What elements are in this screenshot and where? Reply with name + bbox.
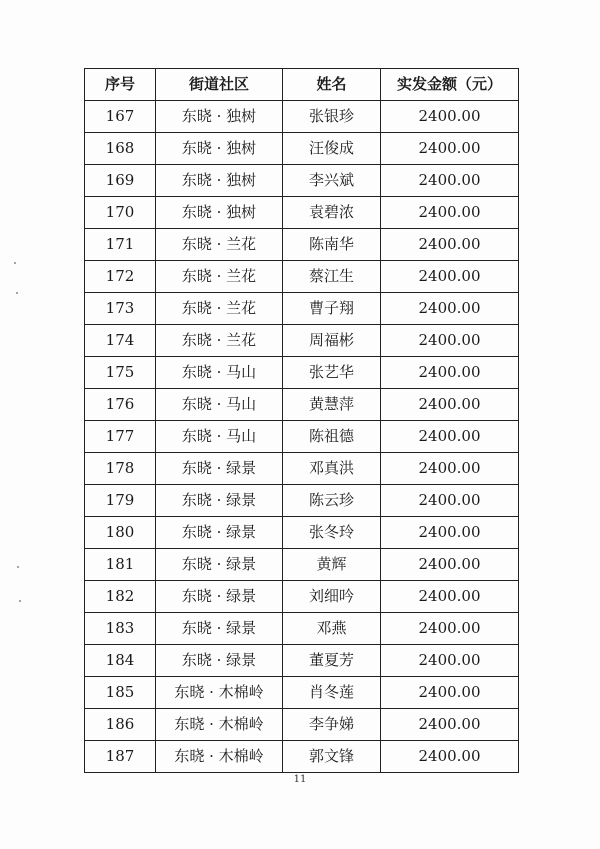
cell-community: 东晓 · 木棉岭 [156, 741, 283, 773]
cell-amount: 2400.00 [381, 133, 519, 165]
cell-name: 周福彬 [283, 325, 381, 357]
table-row [85, 197, 519, 229]
cell-amount: 2400.00 [381, 293, 519, 325]
allowance-table [84, 68, 519, 773]
cell-community: 东晓 · 绿景 [156, 485, 283, 517]
table-row [85, 389, 519, 421]
scan-speck [16, 292, 18, 294]
table-row [85, 517, 519, 549]
cell-seq: 179 [85, 485, 156, 517]
table-body [85, 101, 519, 773]
cell-seq: 170 [85, 197, 156, 229]
cell-seq: 176 [85, 389, 156, 421]
table-row [85, 645, 519, 677]
cell-name: 袁碧浓 [283, 197, 381, 229]
cell-amount: 2400.00 [381, 229, 519, 261]
header-seq: 序号 [85, 69, 156, 101]
cell-community: 东晓 · 绿景 [156, 517, 283, 549]
cell-amount: 2400.00 [381, 389, 519, 421]
cell-amount: 2400.00 [381, 325, 519, 357]
cell-seq: 172 [85, 261, 156, 293]
cell-name: 曹子翔 [283, 293, 381, 325]
cell-seq: 175 [85, 357, 156, 389]
cell-community: 东晓 · 木棉岭 [156, 709, 283, 741]
cell-seq: 167 [85, 101, 156, 133]
scan-speck [17, 566, 19, 568]
cell-amount: 2400.00 [381, 677, 519, 709]
cell-amount: 2400.00 [381, 421, 519, 453]
cell-name: 李争娣 [283, 709, 381, 741]
cell-community: 东晓 · 马山 [156, 389, 283, 421]
table-row [85, 485, 519, 517]
cell-seq: 181 [85, 549, 156, 581]
cell-name: 张银珍 [283, 101, 381, 133]
cell-name: 黄慧萍 [283, 389, 381, 421]
cell-community: 东晓 · 马山 [156, 357, 283, 389]
cell-amount: 2400.00 [381, 197, 519, 229]
cell-community: 东晓 · 兰花 [156, 261, 283, 293]
cell-amount: 2400.00 [381, 453, 519, 485]
table-row [85, 133, 519, 165]
cell-name: 黄辉 [283, 549, 381, 581]
cell-community: 东晓 · 独树 [156, 101, 283, 133]
table-row [85, 293, 519, 325]
table-row [85, 453, 519, 485]
header-name: 姓名 [283, 69, 381, 101]
cell-name: 陈云珍 [283, 485, 381, 517]
scan-speck [19, 600, 21, 602]
cell-seq: 171 [85, 229, 156, 261]
cell-community: 东晓 · 独树 [156, 133, 283, 165]
cell-name: 邓真洪 [283, 453, 381, 485]
cell-amount: 2400.00 [381, 613, 519, 645]
table-row [85, 325, 519, 357]
cell-amount: 2400.00 [381, 261, 519, 293]
page-number: 11 [293, 774, 307, 785]
cell-name: 陈南华 [283, 229, 381, 261]
table-row [85, 101, 519, 133]
cell-community: 东晓 · 绿景 [156, 613, 283, 645]
cell-seq: 180 [85, 517, 156, 549]
cell-name: 肖冬莲 [283, 677, 381, 709]
cell-community: 东晓 · 兰花 [156, 229, 283, 261]
table-row [85, 261, 519, 293]
table-row [85, 581, 519, 613]
cell-community: 东晓 · 木棉岭 [156, 677, 283, 709]
table-row [85, 613, 519, 645]
cell-amount: 2400.00 [381, 741, 519, 773]
cell-seq: 183 [85, 613, 156, 645]
scan-speck [14, 262, 16, 264]
table-row [85, 549, 519, 581]
header-community: 街道社区 [156, 69, 283, 101]
table-row [85, 421, 519, 453]
cell-seq: 187 [85, 741, 156, 773]
header-amount: 实发金额（元） [381, 69, 519, 101]
cell-seq: 184 [85, 645, 156, 677]
cell-name: 邓燕 [283, 613, 381, 645]
cell-name: 董夏芳 [283, 645, 381, 677]
cell-amount: 2400.00 [381, 517, 519, 549]
cell-seq: 182 [85, 581, 156, 613]
table-row [85, 229, 519, 261]
table-row [85, 165, 519, 197]
cell-community: 东晓 · 绿景 [156, 549, 283, 581]
cell-community: 东晓 · 马山 [156, 421, 283, 453]
cell-name: 刘细吟 [283, 581, 381, 613]
cell-name: 张冬玲 [283, 517, 381, 549]
cell-community: 东晓 · 绿景 [156, 581, 283, 613]
cell-name: 郭文锋 [283, 741, 381, 773]
cell-name: 陈祖德 [283, 421, 381, 453]
cell-name: 汪俊成 [283, 133, 381, 165]
cell-amount: 2400.00 [381, 581, 519, 613]
cell-amount: 2400.00 [381, 709, 519, 741]
cell-name: 蔡江生 [283, 261, 381, 293]
table-row [85, 709, 519, 741]
cell-seq: 186 [85, 709, 156, 741]
cell-amount: 2400.00 [381, 645, 519, 677]
cell-seq: 178 [85, 453, 156, 485]
cell-seq: 177 [85, 421, 156, 453]
cell-community: 东晓 · 独树 [156, 197, 283, 229]
cell-amount: 2400.00 [381, 485, 519, 517]
cell-seq: 169 [85, 165, 156, 197]
cell-community: 东晓 · 兰花 [156, 325, 283, 357]
cell-seq: 174 [85, 325, 156, 357]
table-row [85, 357, 519, 389]
table-row [85, 677, 519, 709]
cell-community: 东晓 · 绿景 [156, 453, 283, 485]
cell-name: 张艺华 [283, 357, 381, 389]
cell-community: 东晓 · 兰花 [156, 293, 283, 325]
cell-seq: 185 [85, 677, 156, 709]
cell-name: 李兴斌 [283, 165, 381, 197]
table-header-row [85, 69, 519, 101]
cell-community: 东晓 · 绿景 [156, 645, 283, 677]
cell-amount: 2400.00 [381, 101, 519, 133]
cell-seq: 168 [85, 133, 156, 165]
cell-seq: 173 [85, 293, 156, 325]
table-row [85, 741, 519, 773]
cell-amount: 2400.00 [381, 357, 519, 389]
cell-amount: 2400.00 [381, 165, 519, 197]
cell-community: 东晓 · 独树 [156, 165, 283, 197]
cell-amount: 2400.00 [381, 549, 519, 581]
